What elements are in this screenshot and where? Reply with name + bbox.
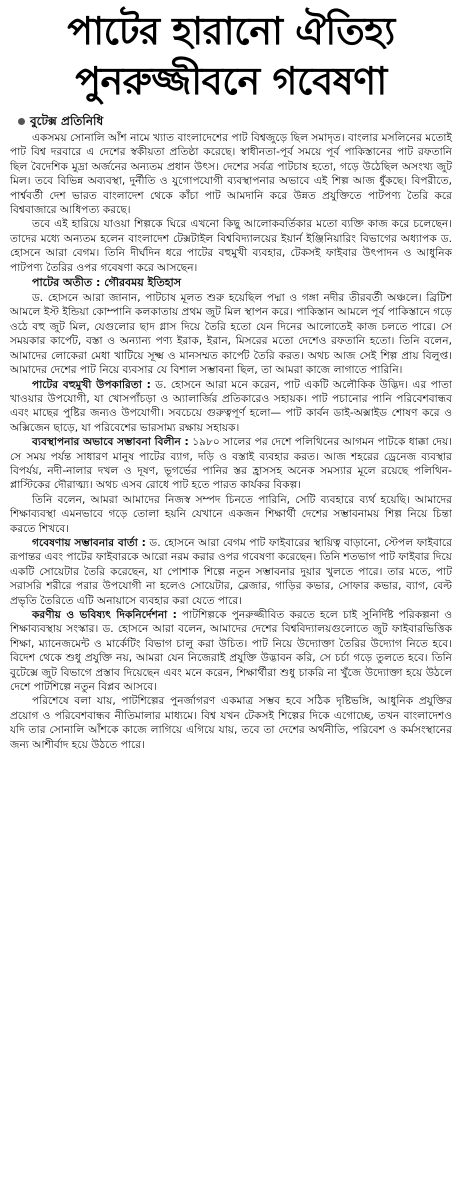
- paragraph-conclusion: [10, 694, 452, 752]
- byline-text: বুটেক্স প্রতিনিধি: [30, 114, 104, 128]
- text-resources: তিনি বলেন, আমরা আমাদের নিজস্ব সম্পদ চিনতে পারিনি, সেটি ব্যবহারে ব্যর্থ হয়েছি। আমাদের শিক্ষাব্যবস্থা এমনভাবে গড়ে তোলা হয়নি যেখানে একজন শিক্ষার্থী দেশের সম্ভাবনাময় শিল্প নিয়ে চিন্তা করতে শিখবে।: [10, 493, 452, 535]
- paragraph-resources: [10, 493, 452, 536]
- paragraph-benefits: [10, 378, 452, 436]
- text-research: ড. হোসনে আরা বেগম পাট ফাইবারের স্থায়িত্ব বাড়ানো, স্টেপল ফাইবারে রূপান্তর এবং পাটের ফাইবারকে আরো নরম করার ওপর গবেষণা করেছেন। তিনি শতভাগ পাট ফাইবার দিয়ে একটি সোয়েটার তৈরি করেছেন, যা পোশাক শিল্পে নতুন সম্ভাবনার দুয়ার খুলতে পারে। তার মতে, পাট সরাসরি শরীরে পরার উপযোগী না হলেও সোয়েটার, ব্লেজার, গাড়ির কভার, সোফার কভার, ব্যাগ, বেল্ট প্রভৃতি তৈরিতে এটি অনায়াসে ব্যবহার করা যেতে পারে।: [10, 536, 453, 607]
- byline: [18, 114, 452, 129]
- article-body: [10, 131, 452, 752]
- text-management: ১৯৮০ সালের পর দেশে পলিথিনের আগমন পাটকে ধাক্কা দেয়। সে সময় পর্যন্ত সাধারণ মানুষ পাটের ব্যাগ, দড়ি ও বস্তাই ব্যবহার করত। আজ শহরের ড্রেনেজ ব্যবস্থার বিপর্যয়, নদী-নালার দখল ও দূষণ, ভূগর্ভের পানির স্তর হ্রাসসহ অনেক সমস্যার মূলে রয়েছে পলিথিন-প্লাস্টিকের দৌরাত্ম্য। অথচ এসব রোধে পাট হতে পারত কার্যকর বিকল্প।: [10, 436, 452, 492]
- paragraph-intro-1: একসময় সোনালি আঁশ নামে খ্যাত বাংলাদেশের পাট বিশ্বজুড়ে ছিল সমাদৃত। বাংলার মসলিনের মতোই পাট বিশ্ব দরবারে এ দেশের স্বকীয়তা প্রতিষ্ঠা করেছে। স্বাধীনতা-পূর্ব সময়ে পূর্ব পাকিস্তানের পাট রফতানি ছিল বৈদেশিক মুদ্রা অর্জনের অন্যতম প্রধান উৎস। দেশের সর্বত্র পাটচাষ হতো, গড়ে উঠেছিল অসংখ্য জুট মিল। তবে বিভিন্ন অব্যবস্থা, দুর্নীতি ও যুগোপযোগী ব্যবস্থাপনার অভাবে এই শিল্প আজ ধুঁকছে। বিপরীতে, পার্শ্ববর্তী দেশ ভারত বাংলাদেশ থেকে কাঁচা পাট আমদানি করে উন্নত প্রযুক্তিতে পাটপণ্য তৈরি করে বিশ্ববাজারে আধিপত্য করছে।: [10, 132, 452, 217]
- paragraph-history: ড. হোসনে আরা জানান, পাটচাষ মূলত শুরু হয়েছিল পদ্মা ও গঙ্গা নদীর তীরবর্তী অঞ্চলে। ব্রিটিশ আমলে ইস্ট ইন্ডিয়া কোম্পানি কলকাতায় প্রথম জুট মিল স্থাপন করে। পাকিস্তান আমলে পূর্ব পাকিস্তানে গড়ে ওঠে বহু জুট মিল, যেগুলোর ছাদ গ্লাস দিয়ে তৈরি হতো যেন দিনের আলোতেই কাজ চলতে পারে। সে সময়কার কার্পেট, বস্তা ও অন্যান্য পণ্য ইরাক, ইরান, মিসরের মতো দেশেও রফতানি হতো। তিনি বলেন, আমাদের লোকেরা মেধা খাটিয়ে সূক্ষ্ম ও মানসম্মত কার্পেট তৈরি করত। অথচ আজ সেই শিল্প প্রায় বিলুপ্ত। আমাদের দেশের পাট নিয়ে ব্যবসার যে বিশাল সম্ভাবনা ছিল, তা আমরা কাজে লাগাতে পারিনি।: [10, 292, 452, 377]
- text-conclusion: পরিশেষে বলা যায়, পাটশিল্পের পুনর্জাগরণ একমাত্র সম্ভব হবে সঠিক দৃষ্টিভঙ্গি, আধুনিক প্রযুক্তির প্রয়োগ ও পরিবেশবান্ধব নীতিমালার মাধ্যমে। বিশ্ব যখন টেকসই শিল্পের দিকে এগোচ্ছে, তখন বাংলাদেশও যদি তার সোনালি আঁশকে কাজে লাগিয়ে এগিয়ে যায়, তবে তা দেশের অর্থনীতি, পরিবেশ ও কর্মসংস্থানের জন্য আশীর্বাদ হয়ে উঠতে পারে।: [10, 695, 452, 751]
- paragraph-research: [10, 536, 452, 608]
- bullet-icon: [18, 118, 25, 125]
- paragraph-intro-2: তবে এই হারিয়ে যাওয়া শিল্পকে ঘিরে এখনো কিছু আলোকবর্তিকার মতো ব্যক্তি কাজ করে চলেছেন। তাদের মধ্যে অন্যতম হলেন বাংলাদেশ টেক্সটাইল বিশ্ববিদ্যালয়ের ইয়ার্ন ইঞ্জিনিয়ারিং বিভাগের অধ্যাপক ড. হোসনে আরা বেগম। তিনি দীর্ঘদিন ধরে পাটের বহুমুখী ব্যবহার, টেকসই ফাইবার উৎপাদন ও আধুনিক পাটপণ্য তৈরির ওপর গবেষণা করে আসছেন।: [10, 218, 452, 274]
- paragraph-direction: [10, 608, 452, 694]
- text-benefits: ড. হোসনে আরা মনে করেন, পাট একটি অলৌকিক উদ্ভিদ। এর পাতা খাওয়ার উপযোগী, যা খোসপাঁচড়া ও অ্যালার্জির প্রতিকারেও সহায়ক। পাট পচানোর পানি পরিবেশবান্ধব এবং মাছের পুষ্টির জন্যও উপযোগী। সবচেয়ে গুরুত্বপূর্ণ হলো— পাট কার্বন ডাই-অক্সাইড শোষণ করে ও অক্সিজেন ছাড়ে, যা পরিবেশের ভারসাম্য রক্ষায় সহায়ক।: [10, 378, 453, 434]
- headline-line-2: পুনরুজ্জীবনে গবেষণা: [75, 59, 387, 103]
- paragraph-management: [10, 435, 452, 493]
- lead-research: গবেষণায় সম্ভাবনার বার্তা :: [32, 536, 146, 549]
- section-heading-history: পাটের অতীত : গৌরবময় ইতিহাস: [32, 276, 181, 290]
- lead-direction: করণীয় ও ভবিষ্যৎ দিকনির্দেশনা :: [32, 609, 177, 621]
- lead-management: ব্যবস্থাপনার অভাবে সম্ভাবনা বিলীন :: [32, 436, 189, 449]
- lead-benefits: পাটের বহুমুখী উপকারিতা :: [32, 378, 151, 391]
- headline-line-1: পাটের হারানো ঐতিহ্য: [67, 9, 395, 53]
- text-direction: পাটশিল্পকে পুনরুজ্জীবিত করতে হলে চাই সুনির্দিষ্ট পরিকল্পনা ও শিক্ষাব্যবস্থায় সংস্কার। ড. হোসনে আরা বলেন, আমাদের দেশের বিশ্ববিদ্যালয়গুলোতে জুট ফাইবারভিত্তিক শিক্ষা, ম্যানেজমেন্ট ও মার্কেটিং বিভাগ চালু করা উচিত। পাট নিয়ে উদ্যোক্তা তৈরির উদ্যোগ নিতে হবে। বিদেশ থেকে শুধু প্রযুক্তি নয়, আমরা যেন নিজেরাই প্রযুক্তি উদ্ভাবন করি, সে চর্চা গড়ে তুলতে হবে। তিনি বুটেক্সে জুট বিভাগে প্রস্তাব দিয়েছেন এবং মনে করেন, শিক্ষার্থীরা শুধু চাকরি না খুঁজে উদ্যোক্তা হয়ে উঠলে দেশে পাটশিল্পে নতুন বিপ্লব আসবে।: [10, 609, 452, 694]
- headline: [10, 6, 452, 106]
